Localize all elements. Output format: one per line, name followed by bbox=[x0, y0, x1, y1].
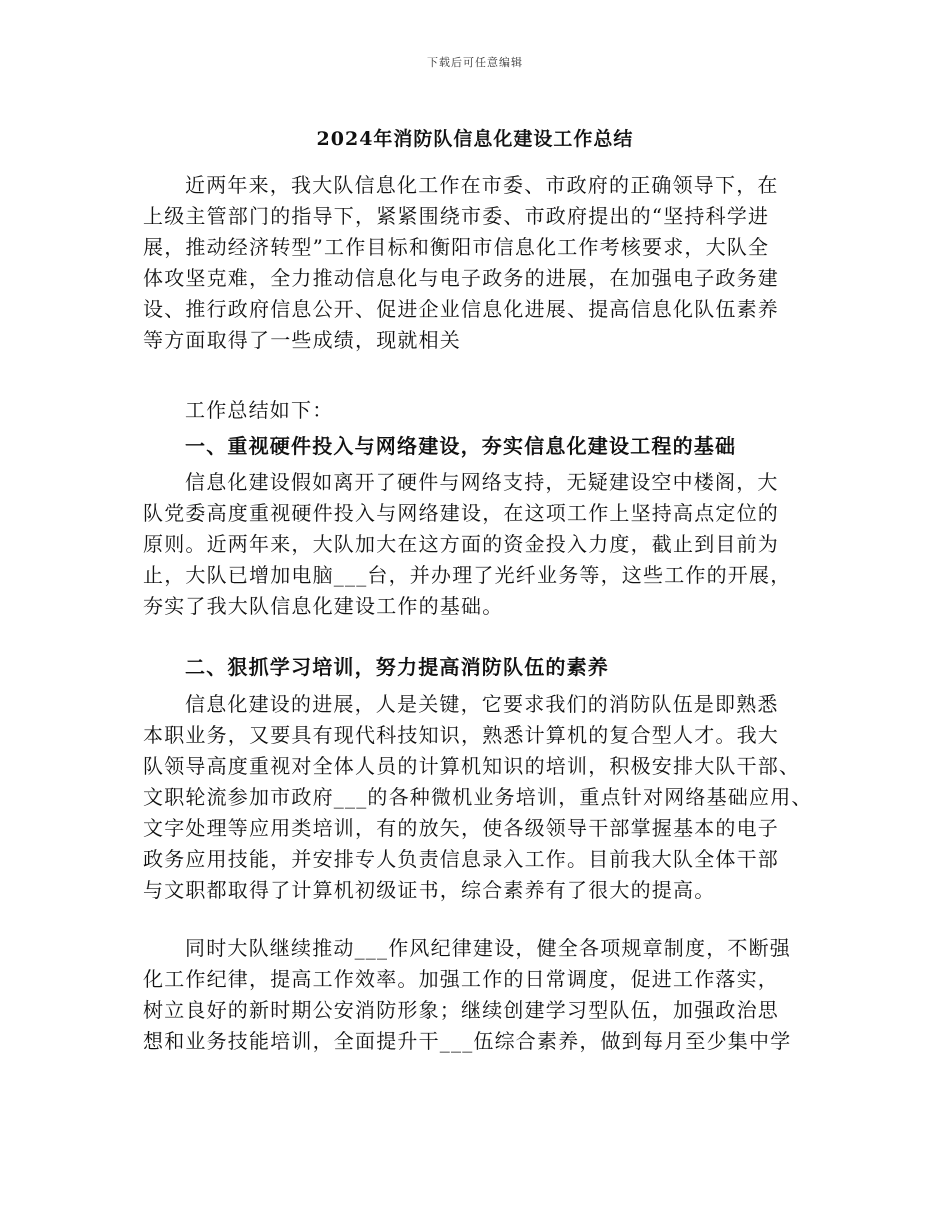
text-line: 展，推动经济转型”工作目标和衡阳市信息化工作考核要求，大队全 bbox=[143, 235, 770, 259]
text-line: 等方面取得了一些成绩，现就相关 bbox=[143, 328, 461, 352]
heading-text: 二、狠抓学习培训，努力提高消防队伍的素养 bbox=[185, 655, 609, 679]
text-line: 文字处理等应用类培训，有的放矢，使各级领导干部掌握基本的电子 bbox=[143, 816, 779, 840]
header-note: 下载后可任意编辑 bbox=[427, 56, 523, 69]
text-line: 夯实了我大队信息化建设工作的基础。 bbox=[143, 594, 504, 618]
text-line: 同时大队继续推动___作风纪律建设，健全各项规章制度，不断强 bbox=[185, 936, 791, 960]
text-line: 化工作纪律，提高工作效率。加强工作的日常调度，促进工作落实， bbox=[143, 967, 779, 991]
paragraph-intro bbox=[143, 170, 815, 356]
text-line: 止，大队已增加电脑___台，并办理了光纤业务等，这些工作的开展， bbox=[143, 563, 792, 587]
text-line: 近两年来，我大队信息化工作在市委、市政府的正确领导下，在 bbox=[185, 173, 779, 197]
text-line: 信息化建设假如离开了硬件与网络支持，无疑建设空中楼阁，大 bbox=[185, 470, 779, 494]
text-line: 文职轮流参加市政府___的各种微机业务培训，重点针对网络基础应用、 bbox=[143, 785, 813, 809]
text-line: 队领导高度重视对全体人员的计算机知识的培训，积极安排大队干部、 bbox=[143, 754, 801, 778]
document-title: 2024年消防队信息化建设工作总结 bbox=[316, 128, 634, 150]
text-line: 工作总结如下： bbox=[185, 398, 334, 422]
text-line: 信息化建设的进展，人是关键，它要求我们的消防队伍是即熟悉 bbox=[185, 692, 779, 716]
text-line: 本职业务，又要具有现代科技知识，熟悉计算机的复合型人才。我大 bbox=[143, 723, 779, 747]
text-line: 上级主管部门的指导下，紧紧围绕市委、市政府提出的“坚持科学进 bbox=[143, 204, 770, 228]
paragraph-discipline bbox=[143, 933, 815, 1057]
text-line: 设、推行政府信息公开、促进企业信息化进展、提高信息化队伍素养 bbox=[143, 297, 779, 321]
heading-text: 一、重视硬件投入与网络建设，夯实信息化建设工程的基础 bbox=[185, 434, 737, 458]
paragraph-training bbox=[143, 689, 815, 906]
text-line: 政务应用技能，并安排专人负责信息录入工作。目前我大队全体干部 bbox=[143, 847, 779, 871]
text-line: 想和业务技能培训，全面提升干___伍综合素养，做到每月至少集中学 bbox=[143, 1029, 792, 1053]
text-line: 原则。近两年来，大队加大在这方面的资金投入力度，截止到目前为 bbox=[143, 532, 779, 556]
section-heading-1 bbox=[143, 431, 815, 462]
text-line: 队党委高度重视硬件投入与网络建设，在这项工作上坚持高点定位的 bbox=[143, 501, 779, 525]
section-heading-2 bbox=[143, 652, 815, 683]
text-line: 与文职都取得了计算机初级证书，综合素养有了很大的提高。 bbox=[143, 878, 716, 902]
paragraph-hardware bbox=[143, 467, 815, 622]
text-line: 树立良好的新时期公安消防形象；继续创建学习型队伍，加强政治思 bbox=[143, 998, 779, 1022]
paragraph-summary-lead bbox=[143, 395, 815, 426]
text-line: 体攻坚克难，全力推动信息化与电子政务的进展，在加强电子政务建 bbox=[143, 266, 779, 290]
